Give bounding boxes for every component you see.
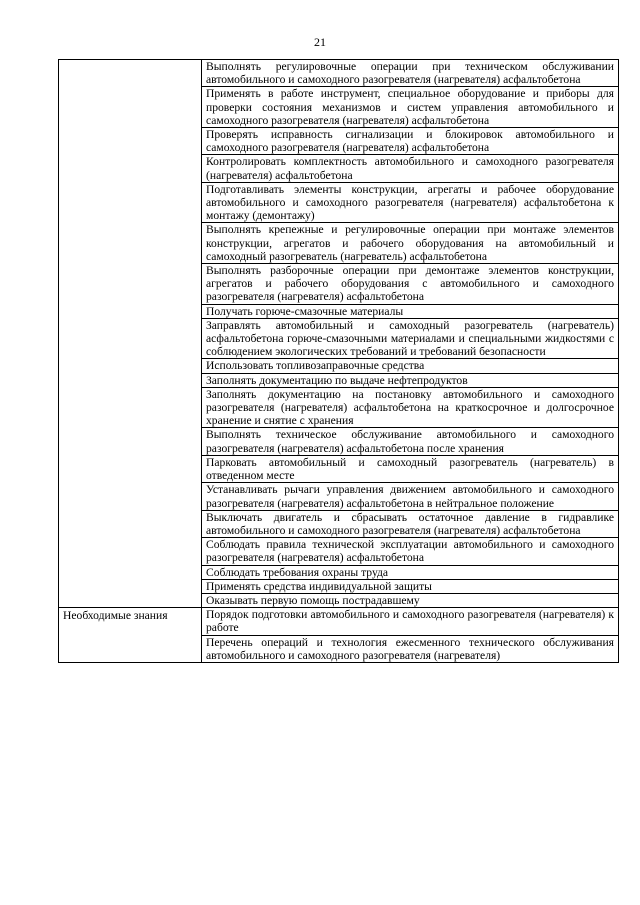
table-row xyxy=(59,608,619,635)
skill-item: Заправлять автомобильный и самоходный разогреватель (нагреватель) асфальтобетона горюче-смазочными материалами и специальными жидкостями с соблюдением экологических требований и требований безопасности xyxy=(202,318,619,359)
page-number: 21 xyxy=(314,35,326,49)
skill-item: Выполнять крепежные и регулировочные операции при монтаже элементов конструкции, агрегатов и рабочего оборудования на автомобильный и самоходный разогреватель (нагреватель) асфальтобетона xyxy=(202,223,619,264)
table-row xyxy=(59,60,619,87)
skill-item: Выполнять разборочные операции при демонтаже элементов конструкции, агрегатов и рабочего оборудования с автомобильного и самоходного разогревателя (нагревателя) асфальтобетона xyxy=(202,264,619,305)
skill-item: Применять в работе инструмент, специальное оборудование и приборы для проверки состояния механизмов и систем управления автомобильного и самоходного разогревателя (нагревателя) асфальтобетона xyxy=(202,87,619,128)
skill-item: Получать горюче-смазочные материалы xyxy=(202,304,619,318)
skill-item: Соблюдать требования охраны труда xyxy=(202,565,619,579)
knowledge-item: Порядок подготовки автомобильного и самоходного разогревателя (нагревателя) к работе xyxy=(202,608,619,635)
skill-item: Выключать двигатель и сбрасывать остаточное давление в гидравлике автомобильного и самоходного разогревателя (нагревателя) асфальтобетона xyxy=(202,510,619,537)
knowledge-label: Необходимые знания xyxy=(59,608,202,663)
skills-label-cell xyxy=(59,60,202,608)
skill-item: Соблюдать правила технической эксплуатации автомобильного и самоходного разогревателя (нагревателя) асфальтобетона xyxy=(202,538,619,565)
skill-item: Выполнять техническое обслуживание автомобильного и самоходного разогревателя (нагревателя) асфальтобетона после хранения xyxy=(202,428,619,455)
knowledge-item: Перечень операций и технология ежесменного технического обслуживания автомобильного и самоходного разогревателя (нагревателя) xyxy=(202,635,619,662)
requirements-table xyxy=(58,59,619,663)
skill-item: Подготавливать элементы конструкции, агрегаты и рабочее оборудование автомобильного и самоходного разогревателя (нагревателя) асфальтобетона к монтажу (демонтажу) xyxy=(202,182,619,223)
skill-item: Оказывать первую помощь пострадавшему xyxy=(202,593,619,607)
skill-item: Применять средства индивидуальной защиты xyxy=(202,579,619,593)
skill-item: Парковать автомобильный и самоходный разогреватель (нагреватель) в отведенном месте xyxy=(202,455,619,482)
skill-item: Заполнять документацию по выдаче нефтепродуктов xyxy=(202,373,619,387)
skill-item: Использовать топливозаправочные средства xyxy=(202,359,619,373)
skill-item: Устанавливать рычаги управления движением автомобильного и самоходного разогревателя (нагревателя) асфальтобетона в нейтральное положение xyxy=(202,483,619,510)
skill-item: Выполнять регулировочные операции при техническом обслуживании автомобильного и самоходного разогревателя (нагревателя) асфальтобетона xyxy=(202,60,619,87)
skill-item: Заполнять документацию на постановку автомобильного и самоходного разогревателя (нагревателя) асфальтобетона на краткосрочное и долгосрочное хранение и снятие с хранения xyxy=(202,387,619,428)
skill-item: Проверять исправность сигнализации и блокировок автомобильного и самоходного разогревателя (нагревателя) асфальтобетона xyxy=(202,128,619,155)
skill-item: Контролировать комплектность автомобильного и самоходного разогревателя (нагревателя) асфальтобетона xyxy=(202,155,619,182)
